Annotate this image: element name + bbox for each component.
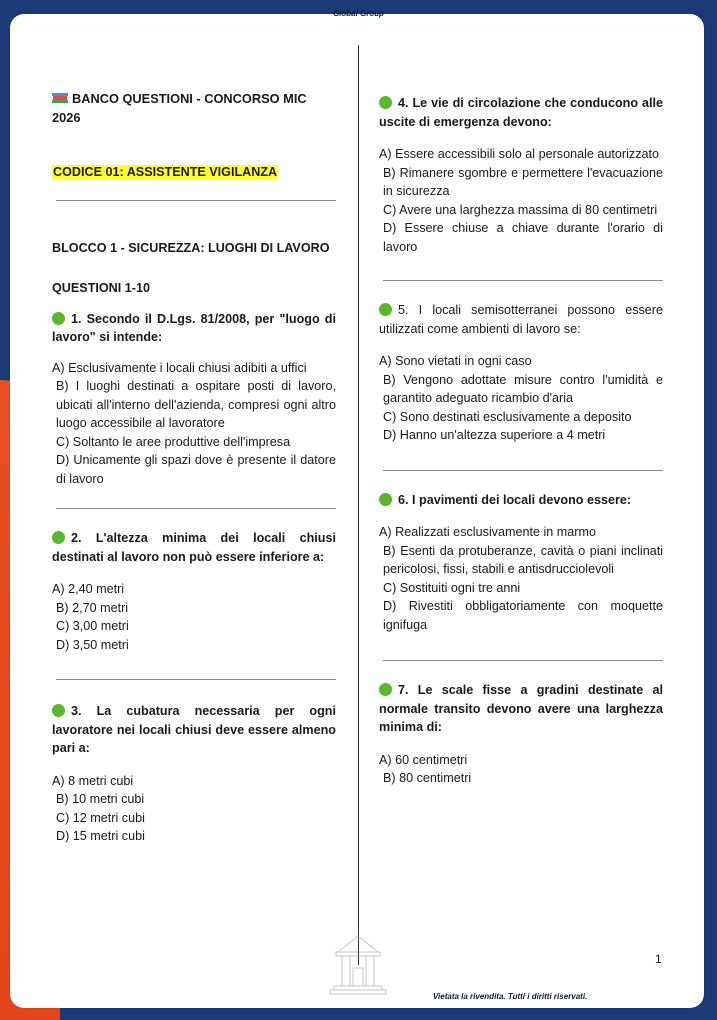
question-5-options [379, 352, 663, 445]
option: D) Essere chiuse a chiave durante l'orario di lavoro [383, 221, 663, 254]
header-brand: Global Group [332, 9, 385, 18]
question-4-text: 4. Le vie di circolazione che conducono alle uscite di emergenza devono: [379, 96, 663, 129]
separator [383, 660, 663, 661]
option: C) 3,00 metri [56, 619, 129, 633]
question-5-text: 5. I locali semisotterranei possono essere utilizzati come ambienti di lavoro se: [379, 303, 663, 336]
option: A) Esclusivamente i locali chiusi adibiti a uffici [52, 360, 307, 375]
option: C) Avere una larghezza massima di 80 centimetri [383, 202, 658, 217]
question-2-options [52, 580, 336, 654]
question-1-text: 1. Secondo il D.Lgs. 81/2008, per "luogo di lavoro" si intende: [52, 311, 336, 344]
green-circle-icon [52, 531, 65, 544]
option: C) 12 metri cubi [56, 810, 145, 825]
option: C) Sono destinati esclusivamente a deposito [383, 409, 632, 424]
question-2 [52, 529, 336, 566]
question-6 [379, 491, 663, 510]
green-circle-icon [379, 96, 392, 109]
question-1-options [52, 359, 336, 489]
option: A) 8 metri cubi [52, 773, 134, 788]
question-3-options [52, 772, 336, 846]
questions-range: QUESTIONI 1-10 [52, 281, 150, 295]
code-highlight: CODICE 01: ASSISTENTE VIGILANZA [53, 165, 278, 179]
question-3 [52, 702, 336, 758]
green-circle-icon [52, 312, 65, 325]
question-4-options [379, 145, 663, 256]
question-5 [379, 301, 663, 338]
option: A) 60 centimetri [379, 752, 468, 767]
question-7-text: 7. Le scale fisse a gradini destinate al normale transito devono avere una larghezza minima di: [379, 683, 663, 734]
question-7-options [379, 751, 663, 788]
page-title-text: BANCO QUESTIONI - CONCORSO MIC 2026 [52, 91, 307, 125]
option: B) 10 metri cubi [56, 792, 145, 806]
footer-note: Vietata la rivendita. Tutti i diritti riservati. [433, 992, 588, 1001]
option: B) Vengono adottate misure contro l'umidità e garantito adeguato ricambio d'aria [383, 372, 663, 405]
option: C) Sostituiti ogni tre anni [383, 580, 521, 595]
block-title: BLOCCO 1 - SICUREZZA: LUOGHI DI LAVORO [52, 240, 330, 255]
separator [383, 280, 663, 281]
museum-building-icon [324, 930, 392, 998]
option: B) 80 centimetri [383, 771, 472, 785]
option: A) Realizzati esclusivamente in marmo [379, 525, 596, 539]
option: B) Rimanere sgombre e permettere l'evacuazione in sicurezza [383, 165, 663, 198]
question-6-text: 6. I pavimenti dei locali devono essere: [398, 492, 632, 507]
question-3-text: 3. La cubatura necessaria per ogni lavoratore nei locali chiusi deve essere almeno pari a: [52, 704, 336, 755]
separator [56, 679, 336, 680]
option: D) Hanno un'altezza superiore a 4 metri [383, 428, 606, 442]
page-title [52, 90, 336, 127]
code-line [52, 163, 336, 182]
option: D) Rivestiti obbligatoriamente con moquette ignifuga [383, 599, 663, 632]
option: A) 2,40 metri [52, 582, 125, 596]
green-circle-icon [379, 493, 392, 506]
question-1 [52, 310, 336, 347]
green-circle-icon [52, 704, 65, 717]
option: A) Sono vietati in ogni caso [379, 354, 532, 368]
left-column [52, 90, 336, 846]
separator [383, 470, 663, 471]
option: D) 15 metri cubi [56, 829, 145, 843]
option: D) 3,50 metri [56, 637, 129, 652]
question-7 [379, 681, 663, 737]
question-6-options [379, 523, 663, 634]
option: B) I luoghi destinati a ospitare posti di lavoro, ubicati all'interno dell'azienda, compresi ogni altro luogo accessibile al lavoratore [56, 379, 336, 430]
green-circle-icon [379, 303, 392, 316]
question-4 [379, 94, 663, 131]
option: C) Soltanto le aree produttive dell'impresa [56, 434, 291, 449]
books-icon [52, 92, 68, 104]
page-number: 1 [655, 952, 662, 966]
column-divider [358, 45, 359, 965]
separator [56, 508, 336, 509]
option: A) Essere accessibili solo al personale autorizzato [379, 147, 659, 161]
option: B) Esenti da protuberanze, cavità o piani inclinati pericolosi, fissi, stabili e antisdrucciolevoli [383, 543, 663, 576]
separator [56, 200, 336, 201]
question-2-text: 2. L'altezza minima dei locali chiusi destinati al lavoro non può essere inferiore a: [52, 531, 336, 564]
right-column [379, 94, 663, 788]
option: D) Unicamente gli spazi dove è presente il datore di lavoro [56, 453, 336, 486]
green-circle-icon [379, 683, 392, 696]
option: B) 2,70 metri [56, 600, 129, 615]
